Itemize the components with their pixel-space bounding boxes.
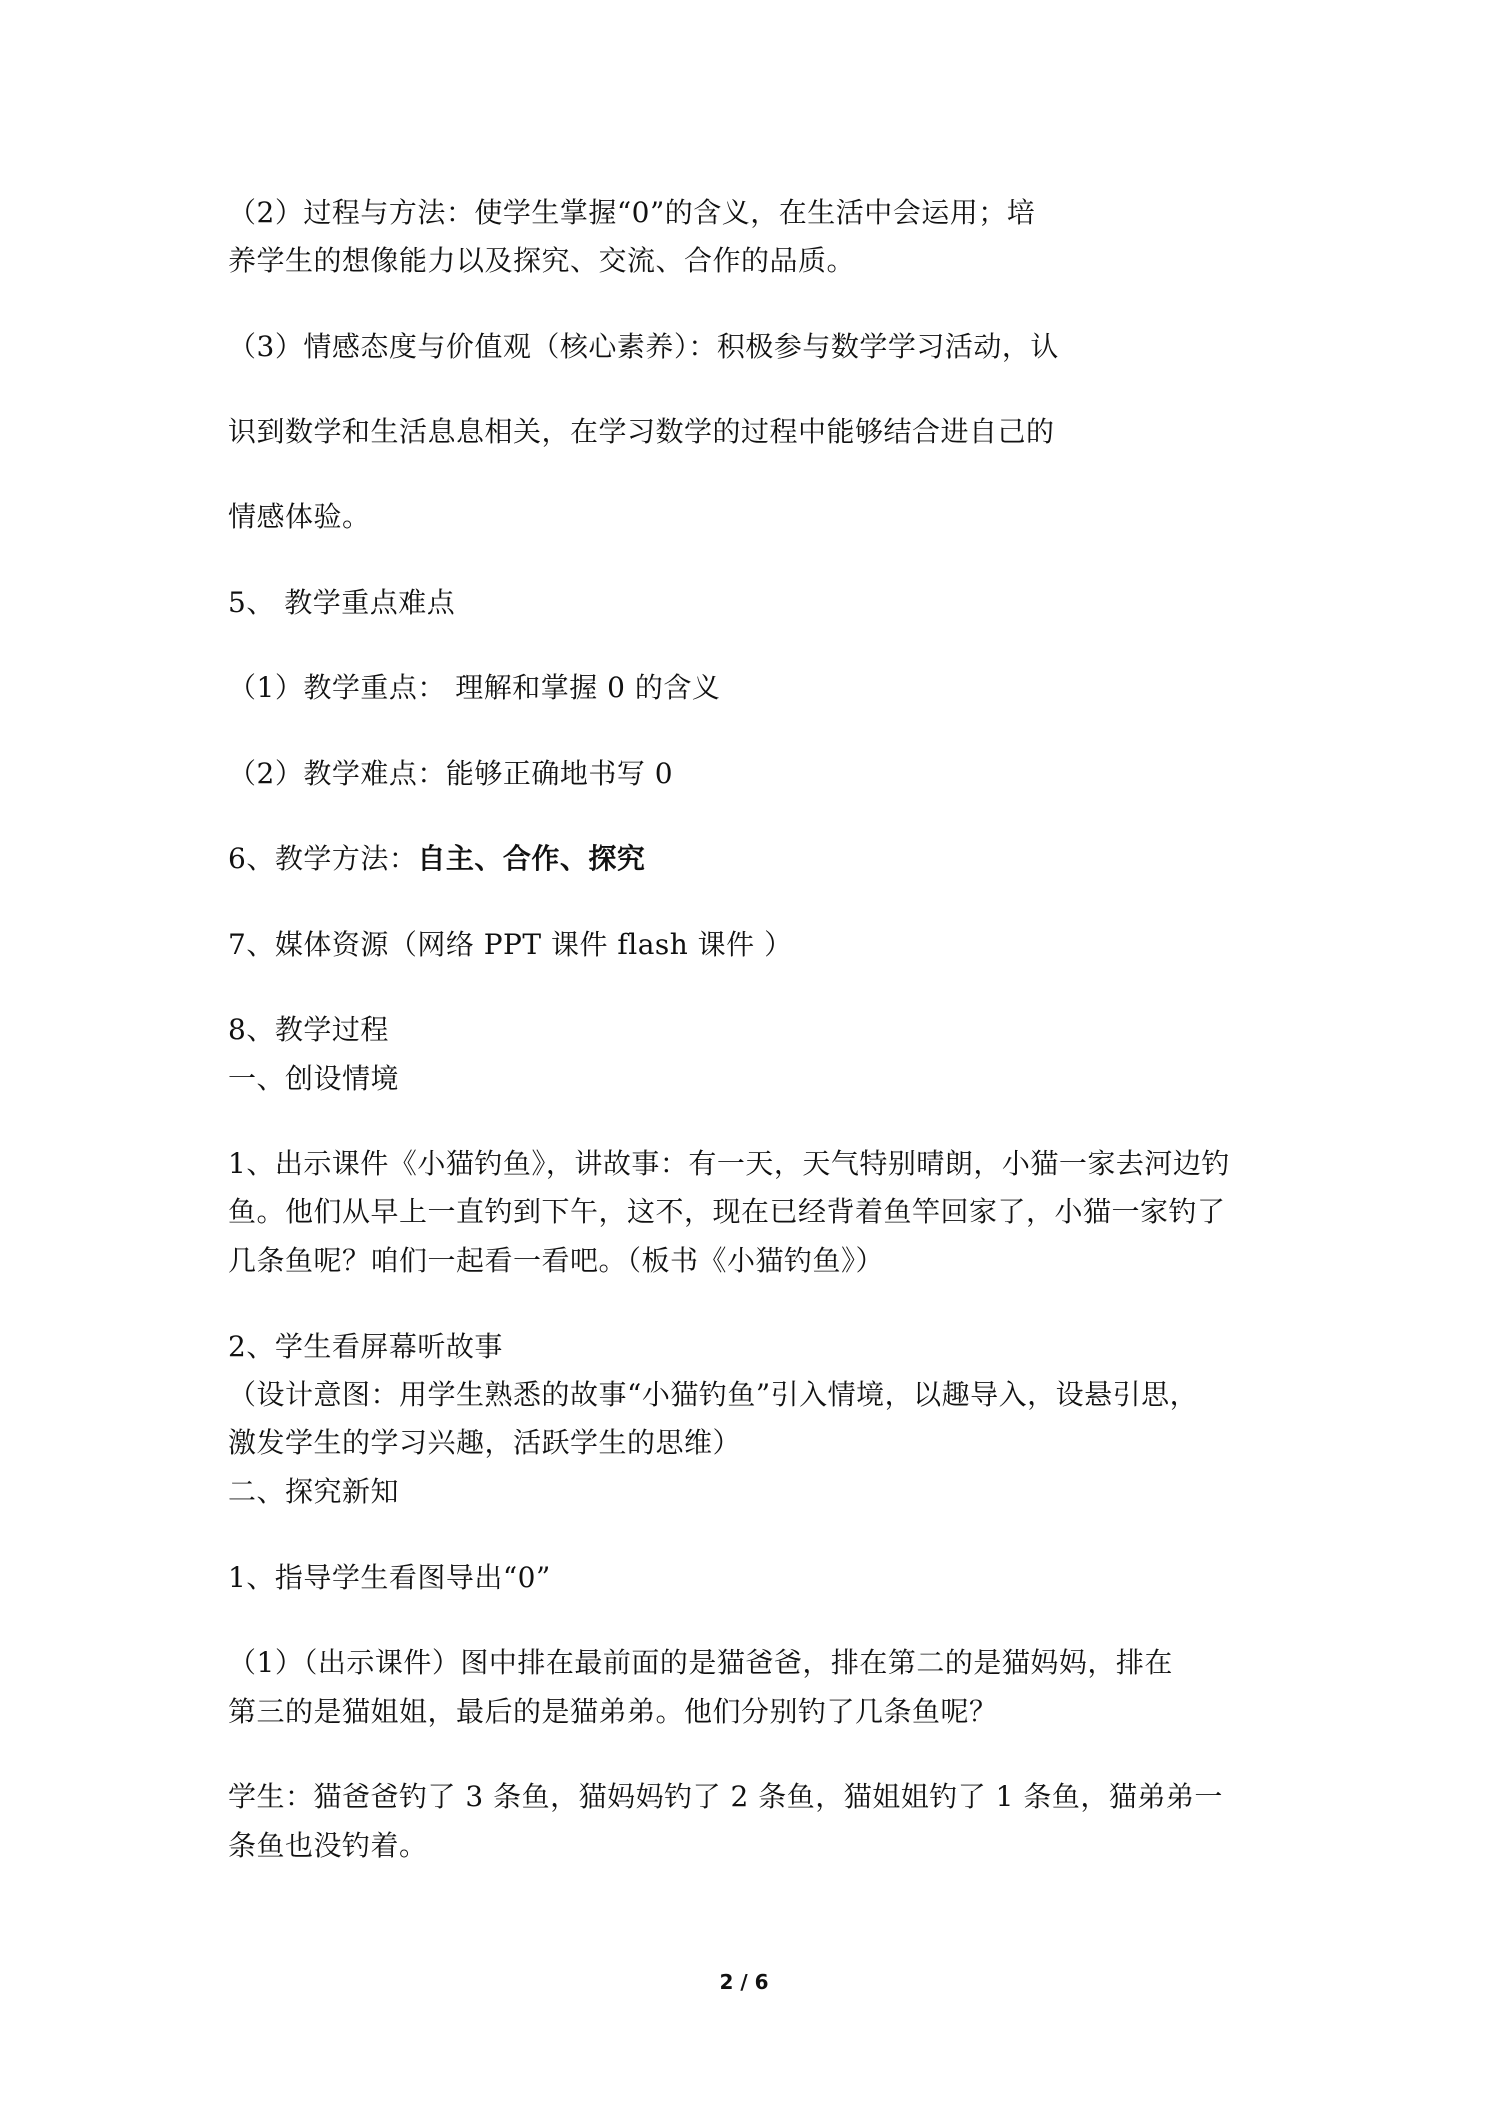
- text-line: 几条鱼呢？咱们一起看一看吧。（板书《小猫钓鱼》）: [228, 1244, 885, 1277]
- teaching-method-label: 6、教学方法：: [228, 842, 418, 875]
- section-heading: 二、探究新知: [228, 1475, 400, 1508]
- text-line: 激发学生的学习兴趣，活跃学生的思维）: [228, 1426, 742, 1459]
- text-line: 学生：猫爸爸钓了 3 条鱼，猫妈妈钓了 2 条鱼，猫姐姐钓了 1 条鱼，猫弟弟一: [228, 1780, 1223, 1813]
- text-line: 条鱼也没钓着。: [228, 1829, 428, 1862]
- text-line: 识到数学和生活息息相关，在学习数学的过程中能够结合进自己的: [228, 415, 1055, 448]
- text-line: 养学生的想像能力以及探究、交流、合作的品质。: [228, 244, 856, 277]
- text-line: 2、学生看屏幕听故事: [228, 1330, 503, 1363]
- text-line: 第三的是猫姐姐，最后的是猫弟弟。他们分别钓了几条鱼呢？: [228, 1695, 998, 1728]
- text-line: （2）过程与方法：使学生掌握“0”的含义，在生活中会运用；培: [228, 196, 1036, 229]
- text-line: 7、媒体资源（网络 PPT 课件 flash 课件 ）: [228, 928, 793, 961]
- page-number: 2 / 6: [719, 1970, 769, 1994]
- text-line: （3）情感态度与价值观（核心素养）：积极参与数学学习活动，认: [228, 330, 1059, 363]
- text-line: 鱼。他们从早上一直钓到下午，这不，现在已经背着鱼竿回家了，小猫一家钓了: [228, 1195, 1226, 1228]
- text-line: （设计意图：用学生熟悉的故事“小猫钓鱼”引入情境，以趣导入，设悬引思，: [228, 1378, 1199, 1411]
- text-line: （2）教学难点：能够正确地书写 0: [228, 757, 674, 790]
- text-line: （1）（出示课件）图中排在最前面的是猫爸爸，排在第二的是猫妈妈，排在: [228, 1646, 1173, 1679]
- section-heading: 5、 教学重点难点: [228, 586, 456, 619]
- teaching-method-value: 自主、合作、探究: [417, 842, 646, 875]
- text-line: 1、出示课件《小猫钓鱼》，讲故事：有一天，天气特别晴朗，小猫一家去河边钓: [228, 1147, 1230, 1180]
- text-line: （1）教学重点： 理解和掌握 0 的含义: [228, 671, 721, 704]
- text-line: 情感体验。: [228, 500, 371, 533]
- teaching-method-line: [228, 842, 645, 876]
- text-line: 1、指导学生看图导出“0”: [228, 1561, 551, 1594]
- section-heading: 8、教学过程: [228, 1013, 389, 1046]
- section-heading: 一、创设情境: [228, 1062, 400, 1095]
